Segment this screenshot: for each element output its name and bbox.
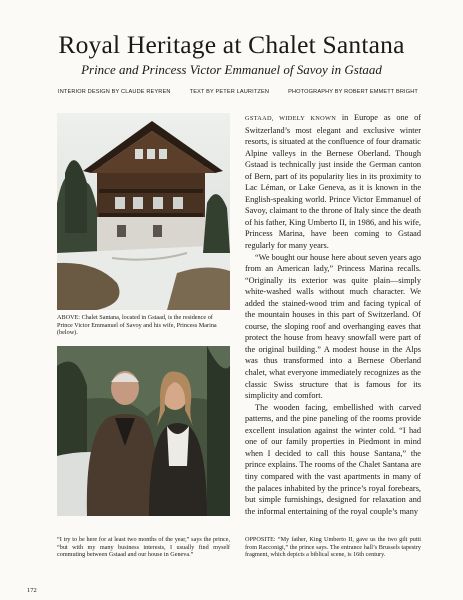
body-paragraph-1 [245,112,421,252]
page-number: 172 [27,587,37,594]
chalet-photo [57,113,230,310]
caption-bottom: “I try to be here for at least two months of the year,” says the prince, “but with my many business interests, I usually find myself commuting between Gstaad and our house in Geneva.” [57,536,230,559]
body-paragraph-3: The wooden facing, embellished with carved patterns, and the pine paneling of the rooms provide excellent insulation against the winter cold. “I had one of our family properties in Piedmont in mind when I decided to call this house Santana,” the prince explains. The rooms of the Chalet Santana are tiny compared with the vast apartments in many of the palaces inhabited by the prince’s royal forebears, but simple furnishings, designed for relaxation and the informal entertaining of the royal couple’s many [245,402,421,516]
article-title: Royal Heritage at Chalet Santana [58,30,405,59]
body-paragraph-2: “We bought our house here about seven years ago from an American lady,” Princess Marina recalls. “Originally its exterior was quite plain—simply white-washed walls without much character. We added the stained-wood trim and facing typical of the mountain houses in this part of Switzerland. Of course, the sloping roof and overhanging eaves that protect the house from heavy snowfall were part of the original building.” A modest house in the Alps was thus transformed into a Bernese Oberland chalet, what everyone immediately recognizes as the classic Swiss structure that is famous for its simplicity and comfort. [245,252,421,401]
credit-photo: PHOTOGRAPHY BY ROBERT EMMETT BRIGHT [288,89,418,95]
article-subtitle: Prince and Princess Victor Emmanuel of Savoy in Gstaad [81,62,382,77]
couple-photo [57,346,230,516]
article-body [245,112,421,528]
caption-top: ABOVE: Chalet Santana, located in Gstaad, is the residence of Prince Victor Emmanuel of Savoy and his wife, Princess Marina (below). [57,314,217,337]
credits-line [58,89,418,96]
caption-opposite: OPPOSITE: “My father, King Umberto II, gave us the two gilt putti from Racconigi,” the prince says. The entrance hall’s Brussels tapestry fragment, which depicts a biblical scene, is 16th century. [245,536,421,559]
credit-text: TEXT BY PETER LAURITZEN [189,89,270,95]
credit-design: INTERIOR DESIGN BY CLAUDE REYREN [58,89,171,95]
body-paragraph-1-text: in Europe as one of Switzerland’s most elegant and exclusive winter resorts, is situated at the confluence of four dramatic Alpine valleys in the Bernese Oberland. Though Gstaad is technically just inside the German canton of Bern, part of its popularity lies in its proximity to Lac Léman, or Lake Geneva, as it is known in the English-speaking world. Prince Victor Emmanuel of Savoy, claimant to the throne of Italy since the death of his father, King Umberto II, in 1986, and his wife, Princess Marina, have been coming to Gstaad regularly for many years. [245,113,421,251]
lead-in: GSTAAD, WIDELY KNOWN [245,115,337,122]
